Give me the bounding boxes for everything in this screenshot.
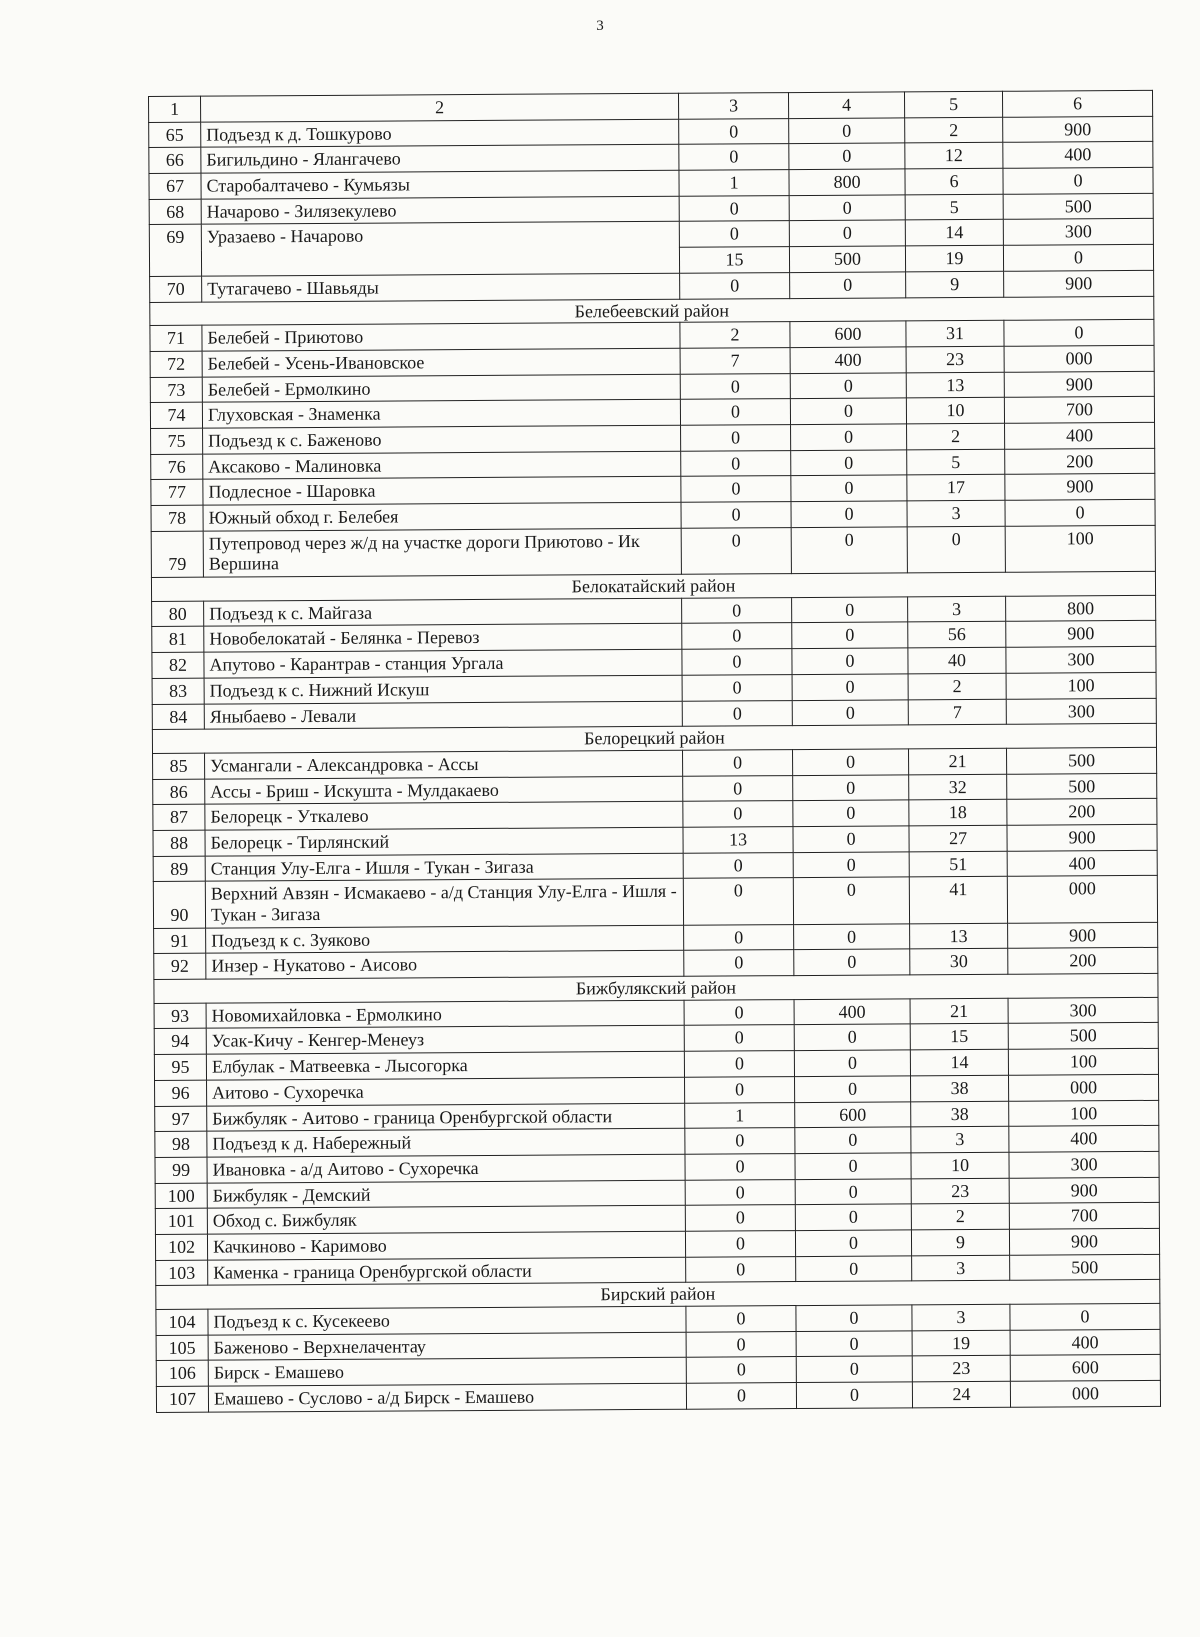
value-cell-col3: 15 (679, 247, 789, 273)
value-cell-col3: 0 (679, 118, 789, 144)
row-number: 89 (153, 856, 205, 882)
road-name: Ивановка - а/д Аитово - Сухоречка (207, 1154, 685, 1183)
value-cell-col6: 700 (1004, 397, 1154, 424)
road-name: Ассы - Бриш - Искушта - Мулдакаево (205, 776, 683, 805)
value-cell-col5: 21 (909, 748, 1007, 774)
value-cell-col4: 0 (790, 398, 906, 424)
value-cell-col3: 0 (679, 144, 789, 170)
value-cell-col3: 0 (680, 373, 790, 399)
value-cell-col4: 400 (790, 347, 906, 373)
row-number: 98 (155, 1131, 207, 1157)
road-name: Качкиново - Каримово (207, 1231, 685, 1260)
value-cell-col6: 500 (1006, 747, 1156, 774)
row-number: 93 (154, 1003, 206, 1029)
value-cell-col6: 900 (1009, 1228, 1159, 1255)
value-cell-col4: 0 (796, 1382, 912, 1408)
value-cell-col4: 0 (796, 1356, 912, 1382)
value-cell-col5: 9 (911, 1229, 1009, 1255)
value-cell-col5: 5 (905, 194, 1003, 220)
value-cell-col4: 0 (792, 699, 908, 725)
value-cell-col3: 0 (681, 476, 791, 502)
column-header: 3 (678, 93, 788, 119)
value-cell-col6: 400 (1005, 422, 1155, 449)
value-cell-col3: 1 (679, 170, 789, 196)
value-cell-col4: 800 (789, 169, 905, 195)
value-cell-col3: 0 (682, 597, 792, 623)
row-number: 80 (152, 601, 204, 627)
value-cell-col5: 21 (910, 998, 1008, 1024)
value-cell-col3: 0 (681, 425, 791, 451)
value-cell-col4: 0 (791, 449, 907, 475)
value-cell-col6: 900 (1007, 824, 1157, 851)
value-cell-col4: 0 (789, 143, 905, 169)
column-header: 1 (149, 96, 201, 122)
road-name: Бижбуляк - Демский (207, 1180, 685, 1209)
value-cell-col5: 9 (906, 271, 1004, 297)
value-cell-col5: 18 (909, 800, 1007, 826)
row-number: 78 (151, 505, 203, 531)
value-cell-col3: 0 (682, 674, 792, 700)
row-number: 82 (152, 652, 204, 678)
value-cell-col6: 900 (1006, 621, 1156, 648)
road-name: Подъезд к с. Кусекеево (208, 1306, 686, 1335)
value-cell-col5: 2 (908, 673, 1006, 699)
value-cell-col5: 15 (910, 1024, 1008, 1050)
road-name: Тутагачево - Шавьяды (202, 273, 680, 302)
value-cell-col5: 19 (905, 245, 1003, 271)
row-number: 73 (150, 377, 202, 403)
value-cell-col6: 000 (1010, 1380, 1160, 1407)
value-cell-col3: 0 (686, 1331, 796, 1357)
row-number: 105 (156, 1335, 208, 1361)
district-title: Белебеевский район (150, 296, 1154, 326)
row-number: 100 (155, 1183, 207, 1209)
value-cell-col6: 800 (1006, 595, 1156, 622)
value-cell-col6: 300 (1009, 1151, 1159, 1178)
value-cell-col5: 3 (911, 1126, 1009, 1152)
value-cell-col4: 0 (789, 118, 905, 144)
value-cell-col6: 500 (1008, 1023, 1158, 1050)
value-cell-col3: 1 (685, 1102, 795, 1128)
column-header: 6 (1002, 90, 1152, 117)
row-number: 71 (150, 325, 202, 351)
road-name: Апутово - Карантрав - станция Ургала (204, 649, 682, 678)
row-number: 107 (156, 1386, 208, 1412)
page-number: 3 (596, 18, 604, 34)
road-name: Подъезд к с. Майгаза (204, 598, 682, 627)
value-cell-col4: 0 (791, 424, 907, 450)
value-cell-col4: 0 (794, 924, 910, 950)
value-cell-col3: 13 (683, 827, 793, 853)
value-cell-col4: 0 (793, 774, 909, 800)
column-header: 2 (201, 93, 679, 122)
value-cell-col4: 0 (795, 1204, 911, 1230)
row-number: 97 (155, 1106, 207, 1132)
value-cell-col6: 100 (1005, 525, 1155, 572)
road-name: Аитово - Сухоречка (207, 1077, 685, 1106)
value-cell-col6: 900 (1008, 922, 1158, 949)
value-cell-col3: 0 (683, 878, 793, 925)
value-cell-col5: 31 (906, 320, 1004, 346)
row-number: 106 (156, 1361, 208, 1387)
value-cell-col4: 0 (796, 1305, 912, 1331)
district-title: Бирский район (156, 1280, 1160, 1310)
table-row (151, 525, 1155, 578)
value-cell-col4: 0 (794, 949, 910, 975)
value-cell-col6: 0 (1003, 167, 1153, 194)
value-cell-col4: 0 (793, 851, 909, 877)
row-number: 85 (153, 753, 205, 779)
value-cell-col5: 24 (912, 1381, 1010, 1407)
value-cell-col5: 17 (907, 475, 1005, 501)
value-cell-col5: 30 (910, 949, 1008, 975)
value-cell-col3: 0 (683, 775, 793, 801)
value-cell-col6: 400 (1010, 1329, 1160, 1356)
value-cell-col5: 14 (910, 1049, 1008, 1075)
value-cell-col3: 0 (686, 1357, 796, 1383)
value-cell-col3: 0 (685, 1179, 795, 1205)
row-number: 74 (150, 402, 202, 428)
value-cell-col5: 2 (907, 423, 1005, 449)
value-cell-col6: 400 (1007, 850, 1157, 877)
road-name: Путепровод через ж/д на участке дороги Приютово - Ик Вершина (203, 528, 681, 577)
value-cell-col4: 0 (793, 877, 909, 924)
value-cell-col5: 7 (908, 699, 1006, 725)
value-cell-col3: 0 (685, 1153, 795, 1179)
value-cell-col3: 2 (680, 322, 790, 348)
value-cell-col6: 900 (1009, 1177, 1159, 1204)
value-cell-col4: 0 (791, 501, 907, 527)
value-cell-col6: 900 (1005, 474, 1155, 501)
value-cell-col3: 0 (684, 999, 794, 1025)
row-number: 91 (154, 928, 206, 954)
road-name: Аксаково - Малиновка (203, 451, 681, 480)
table-row (153, 876, 1157, 929)
road-name: Белорецк - Уткалево (205, 801, 683, 830)
row-number: 79 (151, 531, 203, 578)
road-name: Подъезд к д. Тошкурово (201, 119, 679, 148)
road-name: Белорецк - Тирлянский (205, 827, 683, 856)
value-cell-col5: 13 (910, 923, 1008, 949)
value-cell-col3: 0 (682, 700, 792, 726)
road-name: Новомихайловка - Ермолкино (206, 1000, 684, 1029)
value-cell-col5: 0 (907, 526, 1005, 573)
value-cell-col4: 0 (794, 1024, 910, 1050)
value-cell-col5: 10 (906, 398, 1004, 424)
row-number: 94 (154, 1029, 206, 1055)
district-title: Бижбулякский район (154, 973, 1158, 1003)
value-cell-col6: 0 (1004, 320, 1154, 347)
district-title: Белорецкий район (152, 724, 1156, 754)
value-cell-col4: 0 (792, 622, 908, 648)
value-cell-col3: 0 (686, 1256, 796, 1282)
road-name: Верхний Авзян - Исмакаево - а/д Станция Улу-Елга - Ишля - Тукан - Зигаза (205, 879, 683, 928)
value-cell-col6: 900 (1004, 270, 1154, 297)
value-cell-col5: 40 (908, 647, 1006, 673)
value-cell-col5: 13 (906, 372, 1004, 398)
value-cell-col5: 38 (910, 1075, 1008, 1101)
row-number: 65 (149, 122, 201, 148)
road-name: Станция Улу-Елга - Ишля - Тукан - Зигаза (205, 853, 683, 882)
value-cell-col3: 0 (684, 924, 794, 950)
value-cell-col6: 000 (1008, 1074, 1158, 1101)
value-cell-col6: 0 (1003, 244, 1153, 271)
row-number: 99 (155, 1157, 207, 1183)
road-name: Подъезд к с. Зуяково (206, 925, 684, 954)
value-cell-col3: 0 (682, 623, 792, 649)
value-cell-col3: 0 (679, 195, 789, 221)
row-number: 103 (156, 1260, 208, 1286)
value-cell-col6: 500 (1007, 773, 1157, 800)
value-cell-col6: 500 (1010, 1254, 1160, 1281)
row-number: 83 (152, 678, 204, 704)
value-cell-col5: 5 (907, 449, 1005, 475)
row-number: 70 (150, 276, 202, 302)
road-name: Начарово - Зилязекулево (201, 196, 679, 225)
value-cell-col3: 0 (686, 1306, 796, 1332)
road-name: Обход с. Бижбуляк (207, 1205, 685, 1234)
road-name: Белебей - Усень-Ивановское (202, 348, 680, 377)
value-cell-col4: 0 (790, 372, 906, 398)
value-cell-col6: 100 (1009, 1100, 1159, 1127)
row-number: 76 (151, 454, 203, 480)
value-cell-col5: 3 (912, 1304, 1010, 1330)
value-cell-col4: 600 (795, 1101, 911, 1127)
value-cell-col4: 0 (795, 1153, 911, 1179)
district-title: Белокатайский район (151, 571, 1155, 601)
value-cell-col5: 3 (907, 500, 1005, 526)
road-name: Новобелокатай - Белянка - Перевоз (204, 624, 682, 653)
road-name: Баженово - Верхнелачентау (208, 1332, 686, 1361)
value-cell-col6: 0 (1005, 499, 1155, 526)
value-cell-col4: 0 (791, 475, 907, 501)
value-cell-col6: 100 (1006, 672, 1156, 699)
value-cell-col6: 300 (1006, 646, 1156, 673)
road-name: Подлесное - Шаровка (203, 477, 681, 506)
value-cell-col3: 0 (683, 801, 793, 827)
value-cell-col5: 23 (912, 1356, 1010, 1382)
value-cell-col6: 700 (1009, 1203, 1159, 1230)
value-cell-col4: 0 (793, 826, 909, 852)
value-cell-col3: 0 (681, 527, 791, 574)
road-name: Бигильдино - Ялангачево (201, 145, 679, 174)
value-cell-col4: 0 (790, 272, 906, 298)
table-row (156, 1380, 1160, 1412)
document-sheet (148, 90, 1160, 1413)
value-cell-col5: 6 (905, 168, 1003, 194)
value-cell-col3: 0 (682, 649, 792, 675)
value-cell-col3: 0 (679, 221, 789, 247)
value-cell-col4: 600 (790, 321, 906, 347)
road-name: Бижбуляк - Аитово - граница Оренбургской области (207, 1103, 685, 1132)
value-cell-col5: 3 (908, 596, 1006, 622)
value-cell-col5: 23 (906, 346, 1004, 372)
road-name: Усак-Кичу - Кенгер-Менеуз (206, 1026, 684, 1055)
road-name: Белебей - Приютово (202, 322, 680, 351)
row-number: 84 (152, 704, 204, 730)
value-cell-col3: 0 (684, 1025, 794, 1051)
roads-table-body (149, 90, 1161, 1412)
value-cell-col4: 0 (794, 1050, 910, 1076)
value-cell-col4: 0 (793, 749, 909, 775)
value-cell-col3: 0 (685, 1076, 795, 1102)
row-number: 69 (149, 225, 201, 277)
value-cell-col6: 000 (1007, 876, 1157, 923)
value-cell-col3: 0 (685, 1205, 795, 1231)
value-cell-col5: 10 (911, 1152, 1009, 1178)
value-cell-col4: 0 (792, 674, 908, 700)
road-name: Старобалтачево - Кумьязы (201, 170, 679, 199)
row-number: 68 (149, 199, 201, 225)
roads-table (148, 90, 1161, 1413)
value-cell-col5: 19 (912, 1330, 1010, 1356)
value-cell-col3: 0 (684, 950, 794, 976)
value-cell-col6: 200 (1008, 948, 1158, 975)
road-name: Уразаево - Начарово (201, 222, 679, 276)
road-name: Яныбаево - Левали (204, 701, 682, 730)
row-number: 77 (151, 479, 203, 505)
value-cell-col5: 2 (911, 1204, 1009, 1230)
value-cell-col6: 900 (1003, 116, 1153, 143)
value-cell-col3: 0 (681, 450, 791, 476)
value-cell-col4: 0 (791, 527, 907, 574)
row-number: 75 (151, 428, 203, 454)
value-cell-col4: 0 (792, 597, 908, 623)
row-number: 104 (156, 1309, 208, 1335)
column-header: 4 (788, 92, 904, 118)
row-number: 101 (155, 1208, 207, 1234)
value-cell-col3: 0 (683, 749, 793, 775)
row-number: 81 (152, 627, 204, 653)
value-cell-col4: 0 (796, 1331, 912, 1357)
value-cell-col5: 27 (909, 825, 1007, 851)
value-cell-col4: 500 (789, 246, 905, 272)
road-name: Подъезд к с. Нижний Искуш (204, 675, 682, 704)
value-cell-col6: 000 (1004, 345, 1154, 372)
value-cell-col4: 0 (795, 1127, 911, 1153)
value-cell-col4: 0 (792, 648, 908, 674)
value-cell-col5: 3 (912, 1255, 1010, 1281)
row-number: 95 (154, 1054, 206, 1080)
road-name: Белебей - Ермолкино (202, 374, 680, 403)
value-cell-col4: 0 (796, 1255, 912, 1281)
value-cell-col3: 0 (686, 1383, 796, 1409)
value-cell-col5: 56 (908, 622, 1006, 648)
value-cell-col6: 500 (1003, 193, 1153, 220)
value-cell-col6: 400 (1009, 1126, 1159, 1153)
value-cell-col4: 0 (793, 800, 909, 826)
value-cell-col3: 0 (681, 502, 791, 528)
row-number: 87 (153, 804, 205, 830)
row-number: 102 (155, 1234, 207, 1260)
value-cell-col4: 0 (795, 1178, 911, 1204)
road-name: Усмангали - Александровка - Ассы (205, 750, 683, 779)
row-number: 96 (155, 1080, 207, 1106)
road-name: Подъезд к с. Баженово (203, 425, 681, 454)
value-cell-col6: 0 (1010, 1303, 1160, 1330)
road-name: Глуховская - Знаменка (202, 400, 680, 429)
value-cell-col6: 200 (1005, 448, 1155, 475)
road-name: Бирск - Емашево (208, 1358, 686, 1387)
value-cell-col5: 14 (905, 220, 1003, 246)
value-cell-col5: 41 (909, 877, 1007, 924)
value-cell-col5: 38 (911, 1101, 1009, 1127)
value-cell-col4: 0 (795, 1230, 911, 1256)
value-cell-col3: 7 (680, 347, 790, 373)
road-name: Южный обход г. Белебея (203, 502, 681, 531)
value-cell-col3: 0 (685, 1231, 795, 1257)
road-name: Емашево - Суслово - а/д Бирск - Емашево (208, 1383, 686, 1412)
value-cell-col6: 300 (1003, 219, 1153, 246)
row-number: 67 (149, 173, 201, 199)
value-cell-col5: 32 (909, 774, 1007, 800)
value-cell-col6: 300 (1006, 698, 1156, 725)
row-number: 88 (153, 830, 205, 856)
road-name: Инзер - Нукатово - Аисово (206, 951, 684, 980)
value-cell-col6: 200 (1007, 799, 1157, 826)
value-cell-col3: 0 (680, 399, 790, 425)
row-number: 72 (150, 351, 202, 377)
value-cell-col5: 23 (911, 1178, 1009, 1204)
row-number: 66 (149, 148, 201, 174)
value-cell-col3: 0 (680, 272, 790, 298)
column-header: 5 (904, 91, 1002, 117)
value-cell-col6: 300 (1008, 997, 1158, 1024)
value-cell-col4: 400 (794, 999, 910, 1025)
value-cell-col5: 12 (905, 143, 1003, 169)
value-cell-col4: 0 (789, 195, 905, 221)
value-cell-col6: 900 (1004, 371, 1154, 398)
value-cell-col6: 400 (1003, 142, 1153, 169)
road-name: Каменка - граница Оренбургской области (208, 1257, 686, 1286)
value-cell-col6: 600 (1010, 1355, 1160, 1382)
road-name: Елбулак - Матвеевка - Лысогорка (206, 1051, 684, 1080)
value-cell-col4: 0 (789, 220, 905, 246)
row-number: 92 (154, 954, 206, 980)
road-name: Подъезд к д. Набережный (207, 1128, 685, 1157)
row-number: 86 (153, 779, 205, 805)
value-cell-col3: 0 (683, 852, 793, 878)
value-cell-col5: 2 (905, 117, 1003, 143)
value-cell-col3: 0 (684, 1051, 794, 1077)
value-cell-col4: 0 (795, 1076, 911, 1102)
value-cell-col3: 0 (685, 1128, 795, 1154)
value-cell-col6: 100 (1008, 1048, 1158, 1075)
row-number: 90 (153, 881, 205, 928)
value-cell-col5: 51 (909, 851, 1007, 877)
